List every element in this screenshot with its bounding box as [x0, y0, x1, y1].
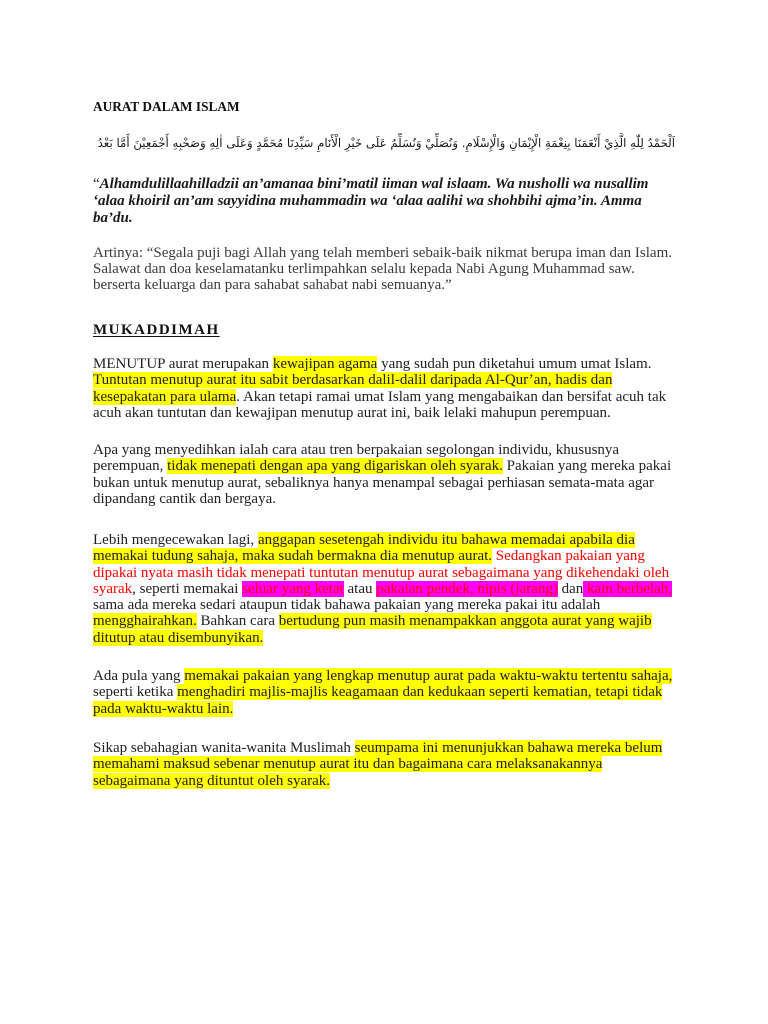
transliteration-line	[93, 210, 713, 227]
transliteration-text: Alhamdulillaahilladzii an’amanaa bini’matil iiman wal islaam. Wa nusholli wa nusallim	[99, 176, 649, 192]
body-text: Pakaian yang mereka pakai	[502, 458, 672, 475]
magenta-highlighted-text: seluar yang ketat	[242, 580, 344, 597]
paragraph-line	[93, 630, 713, 646]
paragraph-line	[93, 548, 713, 564]
body-text: Sikap sebahagian wanita-wanita Muslimah	[93, 740, 355, 756]
body-text: bukan untuk menutup aurat, sebaliknya hanya menampal sebagai perhiasan semata-mata agar	[93, 474, 655, 491]
body-text: atau	[343, 580, 377, 597]
paragraph-line	[93, 372, 713, 388]
body-text: seperti ketika	[93, 684, 178, 701]
paragraph-4	[93, 668, 713, 717]
paragraph-line	[93, 389, 713, 405]
paragraph-line	[93, 581, 713, 597]
highlighted-text: anggapan sesetengah individu itu bahawa memadai apabila dia	[257, 532, 635, 548]
magenta-highlighted-text: pakaian pendek, nipis (jarang)	[376, 580, 558, 597]
paragraph-1	[93, 356, 713, 421]
open-quote: “	[93, 176, 100, 192]
red-text: syarak	[93, 580, 133, 597]
highlighted-text: mengghairahkan.	[93, 613, 197, 630]
red-text: Sedangkan pakaian yang	[492, 548, 645, 565]
highlighted-text: kesepakatan para ulama	[93, 388, 237, 405]
transliteration-text: ‘alaa khoiril an’am sayyidina muhammadin wa ‘alaa aalihi wa shohbihi ajma’in. Amma	[93, 193, 642, 209]
highlighted-text: pada waktu-waktu lain.	[93, 700, 234, 717]
body-text: Ada pula yang	[93, 668, 185, 684]
highlighted-text: Tuntutan menutup aurat itu sabit berdasarkan dalil-dalil daripada Al-Qur’an, hadis dan	[93, 372, 613, 389]
paragraph-line	[93, 442, 713, 458]
paragraph-line	[93, 756, 713, 772]
transliteration-line	[93, 176, 713, 193]
paragraph-3	[93, 532, 713, 646]
transliteration	[93, 176, 713, 227]
magenta-highlighted-text: kain berbelah,	[583, 580, 672, 597]
highlighted-text: bertudung pun masih menampakkan anggota aurat yang wajib	[278, 613, 652, 630]
transliteration-line	[93, 193, 713, 210]
arabic-opening: اَلْحَمْدُ لِلّٰهِ الَّذِيْ أَنْعَمَنَا بِنِعْمَةِ الْإِيْمَانِ وَالْإِسْلَامِ. وَنُصَلِّيْ وَنُسَلِّمُ عَلَى خَيْرِ الْأَنَامِ سَيِّدِنَا مُحَمَّدٍ وَعَلَى اٰلِهِ وَصَحْبِهِ أَجْمَعِيْنَ أَمَّا بَعْدُ	[97, 136, 675, 150]
transliteration-text: ba’du.	[93, 210, 133, 226]
paragraph-line	[93, 532, 713, 548]
body-text: , seperti memakai	[132, 580, 243, 597]
document-title: AURAT DALAM ISLAM	[93, 99, 240, 114]
highlighted-text: menghadiri majlis-majlis keagamaan dan kedukaan seperti kematian, tetapi tidak	[177, 684, 663, 701]
body-text: acuh akan tuntutan dan kewajipan menutup aurat ini, baik lelaki mahupun perempuan.	[93, 404, 611, 421]
paragraph-line	[93, 475, 713, 491]
highlighted-text: memahami maksud sebenar menutup aurat itu dan bagaimana cara melaksanakannya	[93, 756, 603, 773]
paragraph-5	[93, 740, 713, 789]
translation-line: Artinya: “Segala puji bagi Allah yang telah memberi sebaik-baik nikmat berupa iman dan Islam.	[93, 245, 672, 261]
paragraph-line	[93, 613, 713, 629]
translation	[93, 245, 713, 293]
body-text: Bahkan cara	[196, 613, 279, 630]
paragraph-2	[93, 442, 713, 507]
highlighted-text: memakai pakaian yang lengkap menutup aurat pada waktu-waktu tertentu sahaja,	[184, 668, 673, 684]
highlighted-text: sebagaimana yang dituntut oleh syarak.	[93, 772, 331, 789]
paragraph-line	[93, 740, 713, 756]
paragraph-line	[93, 773, 713, 789]
section-heading: MUKADDIMAH	[93, 322, 220, 338]
body-text: . Akan tetapi ramai umat Islam yang mengabaikan dan bersifat acuh tak	[236, 388, 667, 405]
paragraph-line	[93, 405, 713, 421]
highlighted-text: seumpama ini menunjukkan bahawa mereka belum	[354, 740, 663, 756]
paragraph-line	[93, 684, 713, 700]
highlighted-text: memakai tudung sahaja, maka sudah bermakna dia menutup aurat.	[93, 548, 493, 565]
body-text: dipandang cantik dan bergaya.	[93, 490, 276, 507]
red-text: dipakai nyata masih tidak menepati tuntutan menutup aurat sebagaimana yang dikehendaki oleh	[93, 564, 670, 581]
paragraph-line	[93, 597, 713, 613]
highlighted-text: kewajipan agama	[272, 356, 378, 372]
body-text: sama ada mereka sedari ataupun tidak bahawa pakaian yang mereka pakai itu adalah	[93, 597, 601, 614]
body-text: MENUTUP aurat merupakan	[93, 356, 273, 372]
translation-line: Salawat dan doa keselamatanku terlimpahkan selalu kepada Nabi Agung Muhammad saw.	[93, 261, 635, 277]
highlighted-text: ditutup atau disembunyikan.	[93, 629, 264, 646]
body-text: perempuan,	[93, 458, 168, 475]
body-text: Lebih mengecewakan lagi,	[93, 532, 258, 548]
translation-line: berserta keluarga dan para sahabat sahabat nabi semuanya.”	[93, 277, 452, 293]
body-text: yang sudah pun diketahui umum umat Islam.	[377, 356, 652, 372]
paragraph-line	[93, 701, 713, 717]
paragraph-line	[93, 668, 713, 684]
paragraph-line	[93, 458, 713, 474]
paragraph-line	[93, 491, 713, 507]
highlighted-text: tidak menepati dengan apa yang digariskan oleh syarak.	[167, 458, 503, 475]
body-text: dan	[557, 580, 584, 597]
paragraph-line	[93, 356, 713, 372]
paragraph-line	[93, 565, 713, 581]
body-text: Apa yang menyedihkan ialah cara atau tren berpakaian segolongan individu, khususnya	[93, 442, 620, 458]
